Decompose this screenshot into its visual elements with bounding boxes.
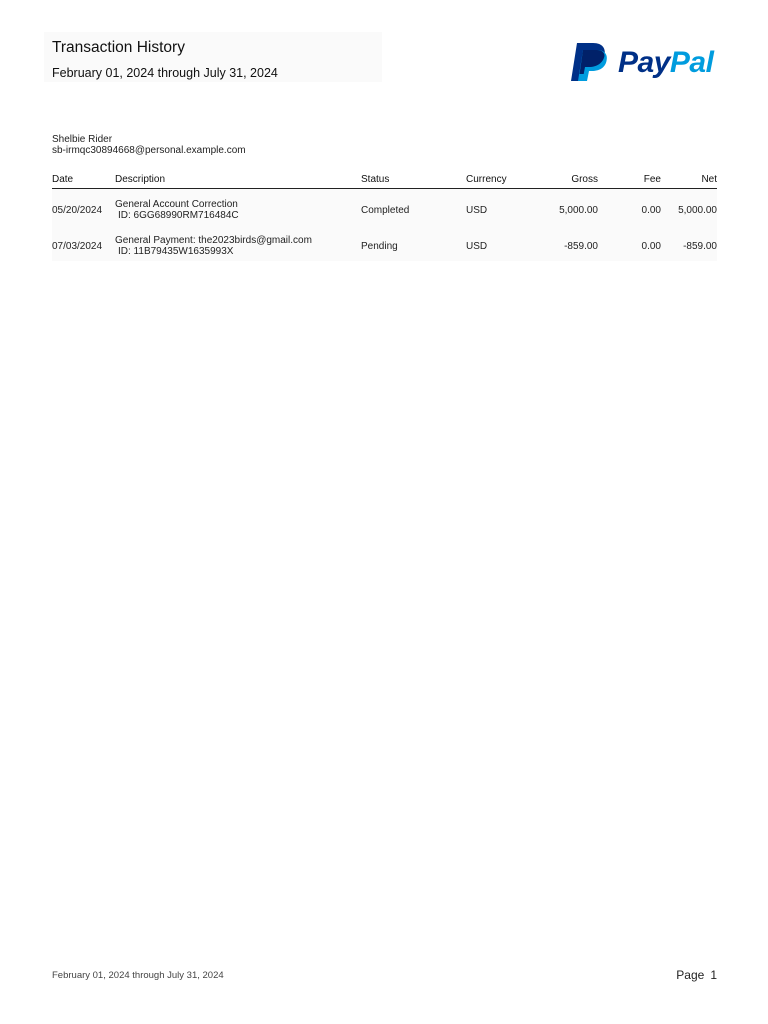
account-name: Shelbie Rider — [52, 134, 113, 145]
cell-fee: 0.00 — [641, 204, 661, 216]
date-range: February 01, 2024 through July 31, 2024 — [52, 66, 278, 80]
transaction-id: ID: 11B79435W1635993X — [118, 246, 234, 257]
paypal-wordmark: PayPal — [618, 46, 714, 79]
cell-fee: 0.00 — [641, 240, 661, 252]
paypal-p-icon — [569, 41, 613, 83]
transaction-id: ID: 6GG68990RM716484C — [118, 210, 239, 221]
cell-gross: 5,000.00 — [559, 204, 598, 216]
cell-date: 07/03/2024 — [52, 240, 103, 252]
cell-gross: -859.00 — [564, 240, 598, 252]
description-text: General Account Correction — [115, 199, 238, 210]
cell-status: Completed — [361, 204, 410, 216]
cell-date: 05/20/2024 — [52, 204, 103, 216]
description-text: General Payment: the2023birds@gmail.com — [115, 235, 312, 246]
footer-date-range: February 01, 2024 through July 31, 2024 — [52, 970, 224, 981]
transactions-table — [52, 170, 717, 261]
page-number — [670, 968, 717, 982]
column-header-currency: Currency — [466, 170, 532, 189]
column-header-status: Status — [361, 170, 466, 189]
page-title: Transaction History — [52, 39, 185, 56]
account-email: sb-irmqc30894668@personal.example.com — [52, 145, 246, 156]
column-header-date: Date — [52, 170, 115, 189]
table-row — [52, 231, 717, 261]
table-row — [52, 189, 717, 232]
paypal-logo — [569, 41, 739, 83]
cell-currency: USD — [466, 240, 488, 252]
column-header-gross: Gross — [532, 170, 598, 189]
table-header-row — [52, 170, 717, 189]
page-number-value: 1 — [710, 968, 717, 982]
column-header-net: Net — [661, 170, 717, 189]
cell-status: Pending — [361, 240, 398, 252]
column-header-fee: Fee — [598, 170, 661, 189]
cell-net: 5,000.00 — [678, 204, 717, 216]
cell-currency: USD — [466, 204, 488, 216]
cell-description — [115, 231, 361, 261]
page-label: Page — [676, 968, 705, 982]
cell-description — [115, 189, 361, 232]
cell-net: -859.00 — [683, 240, 717, 252]
column-header-description: Description — [115, 170, 361, 189]
